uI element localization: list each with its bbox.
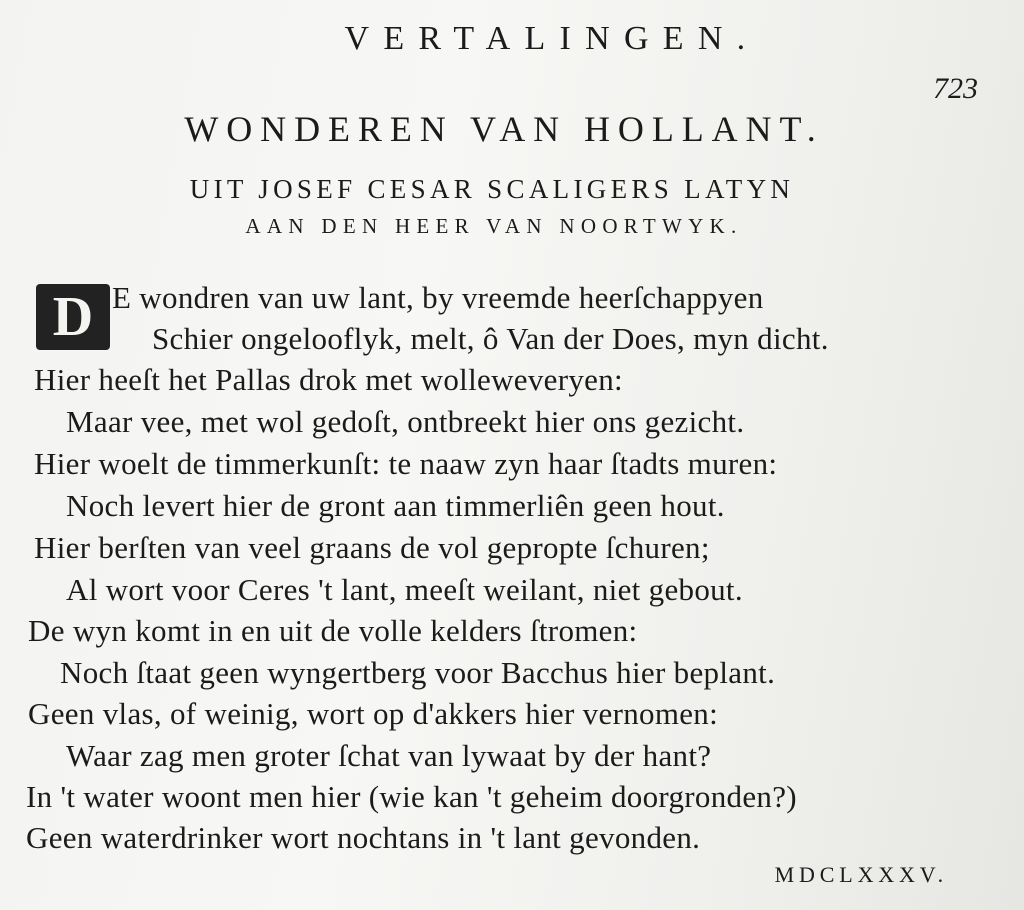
poem-dedication: AAN DEN HEER VAN NOORTWYK. (245, 214, 743, 238)
poem-line-3: Hier heeſt het Pallas drok met wolleweveryen: (34, 362, 623, 397)
decorated-initial: D (36, 284, 110, 350)
poem-line-1: E wondren van uw lant, by vreemde heerſchappyen (112, 280, 764, 315)
poem-line-5: Hier woelt de timmerkunſt: te naaw zyn haar ſtadts muren: (34, 446, 778, 481)
running-head: VERTALINGEN. (344, 20, 760, 57)
poem-line-7: Hier berſten van veel graans de vol gepropte ſchuren; (34, 530, 710, 565)
poem-line-10: Noch ſtaat geen wyngertberg voor Bacchus hier beplant. (60, 655, 776, 690)
poem-line-11: Geen vlas, of weinig, wort op d'akkers hier vernomen: (28, 696, 719, 731)
poem-line-4: Maar vee, met wol gedoſt, ontbreekt hier ons gezicht. (66, 404, 745, 439)
poem-line-13: In 't water woont men hier (wie kan 't geheim doorgronden?) (26, 779, 797, 814)
poem-title: WONDEREN VAN HOLLANT. (184, 109, 824, 149)
poem-line-8: Al wort voor Ceres 't lant, meeſt weilant, niet gebout. (66, 572, 743, 607)
publication-date: MDCLXXXV. (774, 862, 948, 887)
page-number: 723 (933, 72, 978, 105)
poem-line-12: Waar zag men groter ſchat van lywaat by der hant? (66, 738, 712, 773)
poem-line-9: De wyn komt in en uit de volle kelders ſtromen: (28, 613, 638, 648)
poem-line-6: Noch levert hier de gront aan timmerliên geen hout. (66, 488, 725, 523)
poem-subtitle: UIT JOSEF CESAR SCALIGERS LATYN (189, 174, 795, 204)
poem-line-14: Geen waterdrinker wort nochtans in 't lant gevonden. (26, 820, 701, 855)
poem-line-2: Schier ongelooflyk, melt, ô Van der Does, myn dicht. (152, 321, 829, 356)
